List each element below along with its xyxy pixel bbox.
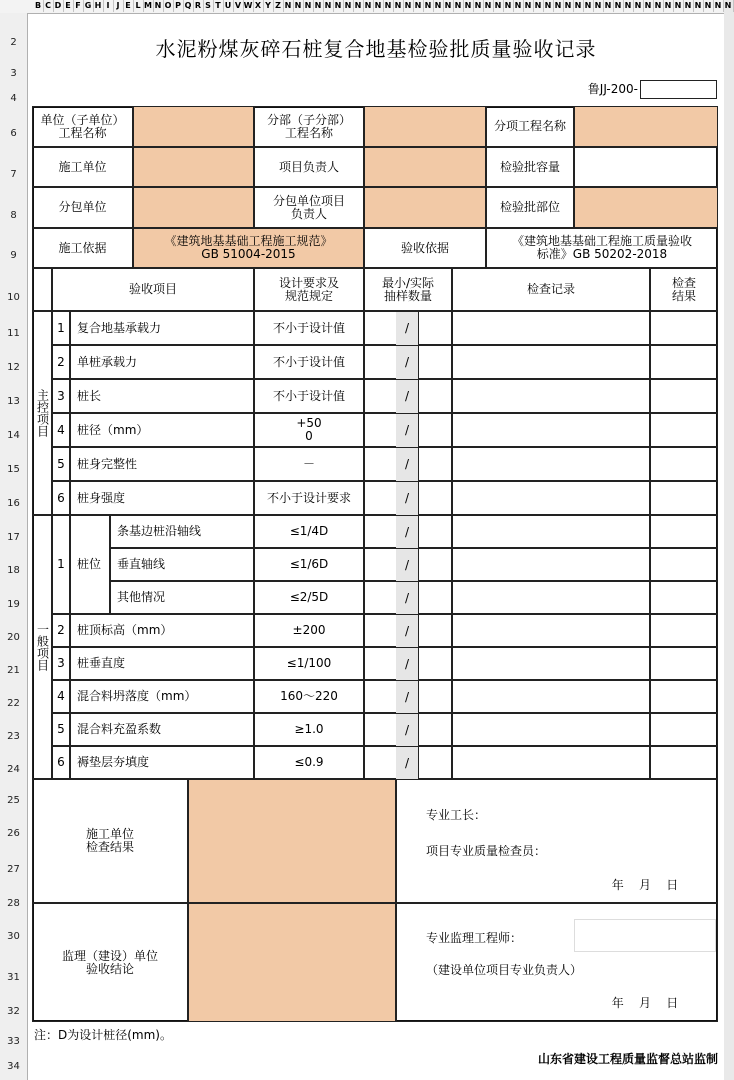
column-header-cell[interactable]: N: [463, 0, 474, 12]
item-requirement: +50 0: [254, 413, 364, 447]
row-header-cell[interactable]: 23: [7, 731, 20, 742]
column-header-cell[interactable]: N: [393, 0, 404, 12]
construction-check-label: 施工单位 检查结果: [32, 779, 188, 903]
constructor-input[interactable]: [133, 147, 254, 187]
construction-check-input[interactable]: [188, 779, 396, 903]
row-header-cell[interactable]: 22: [7, 698, 20, 709]
result-cell[interactable]: [650, 548, 718, 581]
sample-slash: /: [396, 413, 418, 447]
main-group-label: [32, 311, 52, 515]
item-name: 桩径（mm）: [70, 413, 254, 447]
item-name: 混合料充盈系数: [70, 713, 254, 746]
record-cell[interactable]: [452, 379, 650, 413]
column-header-cell[interactable]: O: [163, 0, 174, 12]
column-header-cell[interactable]: N: [293, 0, 304, 12]
row-header-cell[interactable]: 20: [7, 632, 20, 643]
item-requirement: ≤1/100: [254, 647, 364, 680]
record-cell[interactable]: [452, 614, 650, 647]
doc-code: 鲁JJ-200-: [587, 81, 638, 96]
column-header-cell[interactable]: N: [443, 0, 454, 12]
sample-actual-cell[interactable]: [418, 447, 452, 481]
sample-slash: /: [396, 345, 418, 379]
unit-name-label: 单位（子单位） 工程名称: [32, 106, 133, 147]
record-cell[interactable]: [452, 447, 650, 481]
result-cell[interactable]: [650, 379, 718, 413]
column-header-cell[interactable]: I: [103, 0, 114, 12]
column-header-cell[interactable]: N: [653, 0, 664, 12]
item-requirement: 不小于设计值: [254, 379, 364, 413]
row-header-cell[interactable]: 19: [7, 599, 20, 610]
col-sample: 最小/实际 抽样数量: [364, 268, 452, 311]
row-header-cell[interactable]: 30: [7, 931, 20, 942]
row-header-cell[interactable]: 11: [7, 328, 20, 339]
row-header-cell[interactable]: 17: [7, 532, 20, 543]
row-header-cell[interactable]: 26: [7, 828, 20, 839]
subitem-input[interactable]: [574, 106, 718, 147]
item-name: 褥垫层夯填度: [70, 746, 254, 779]
column-header-cell[interactable]: N: [563, 0, 574, 12]
row-header-cell[interactable]: 16: [7, 498, 20, 509]
sub-item-name: 条基边桩沿轴线: [110, 515, 254, 548]
column-header-cell[interactable]: N: [523, 0, 534, 12]
column-header-cell[interactable]: S: [203, 0, 214, 12]
item-name: 桩位: [70, 515, 110, 614]
item-requirement: 不小于设计值: [254, 345, 364, 379]
construction-date: 年 月 日: [611, 877, 679, 892]
record-cell[interactable]: [452, 515, 650, 548]
col-result: 检查 结果: [650, 268, 718, 311]
column-header-cell[interactable]: L: [133, 0, 144, 12]
foreman-label: 专业工长：: [426, 807, 487, 822]
record-cell[interactable]: [452, 581, 650, 614]
record-cell[interactable]: [452, 746, 650, 779]
column-header-cell[interactable]: N: [693, 0, 704, 12]
location-input[interactable]: [574, 187, 718, 228]
column-header-cell[interactable]: N: [573, 0, 584, 12]
row-header-cell[interactable]: 10: [7, 292, 20, 303]
column-header-cell[interactable]: N: [543, 0, 554, 12]
column-header-cell[interactable]: N: [373, 0, 384, 12]
row-header-cell[interactable]: 2: [10, 37, 17, 48]
column-header-cell[interactable]: V: [233, 0, 244, 12]
sample-slash: /: [396, 379, 418, 413]
row-header-bar: [0, 13, 28, 1080]
record-cell[interactable]: [452, 647, 650, 680]
column-header-cell[interactable]: N: [473, 0, 484, 12]
column-header-cell[interactable]: R: [193, 0, 204, 12]
row-header-cell[interactable]: 24: [7, 764, 20, 775]
subcontractor-label: 分包单位: [32, 187, 133, 228]
sample-slash: /: [396, 713, 418, 746]
main-group-text: 主控项目: [35, 389, 50, 437]
item-name: 复合地基承载力: [70, 311, 254, 345]
row-header-cell[interactable]: 8: [10, 210, 17, 221]
accept-basis-value: 《建筑地基基础工程施工质量验收 标准》GB 50202-2018: [486, 228, 718, 268]
record-cell[interactable]: [452, 548, 650, 581]
general-group-label: [32, 515, 52, 779]
column-header-cell[interactable]: N: [583, 0, 594, 12]
supervision-date: 年 月 日: [611, 995, 679, 1010]
column-header-cell[interactable]: N: [333, 0, 344, 12]
row-header-cell[interactable]: 15: [7, 464, 20, 475]
sample-actual-cell[interactable]: [418, 746, 452, 779]
row-header-cell[interactable]: 3: [10, 68, 17, 79]
row-header-cell[interactable]: 12: [7, 362, 20, 373]
col-record: 检查记录: [452, 268, 650, 311]
column-header-cell[interactable]: N: [283, 0, 294, 12]
column-header-cell[interactable]: N: [513, 0, 524, 12]
item-no: 5: [52, 713, 70, 746]
row-header-cell[interactable]: 31: [7, 972, 20, 983]
group-header-blank: [32, 268, 52, 311]
column-header-cell[interactable]: N: [303, 0, 314, 12]
result-cell[interactable]: [650, 647, 718, 680]
inspector-label: 项目专业质量检查员：: [426, 843, 547, 858]
column-header-cell[interactable]: P: [173, 0, 184, 12]
sample-actual-cell[interactable]: [418, 647, 452, 680]
doc-code-input[interactable]: [640, 80, 717, 99]
capacity-label: 检验批容量: [486, 147, 574, 187]
column-header-cell[interactable]: Y: [263, 0, 274, 12]
item-no: 1: [52, 311, 70, 345]
column-header-cell[interactable]: N: [353, 0, 364, 12]
result-cell[interactable]: [650, 746, 718, 779]
subitem-label: 分项工程名称: [486, 106, 574, 147]
result-cell[interactable]: [650, 311, 718, 345]
column-header-cell[interactable]: J: [113, 0, 124, 12]
column-header-cell[interactable]: Q: [183, 0, 194, 12]
item-requirement: ≤1/6D: [254, 548, 364, 581]
item-no: 6: [52, 481, 70, 515]
item-name: 桩顶标高（mm）: [70, 614, 254, 647]
column-header-cell[interactable]: H: [93, 0, 104, 12]
item-name: 桩垂直度: [70, 647, 254, 680]
column-header-cell[interactable]: N: [493, 0, 504, 12]
item-name: 桩长: [70, 379, 254, 413]
item-name: 混合料坍落度（mm）: [70, 680, 254, 713]
row-header-cell[interactable]: 27: [7, 864, 20, 875]
item-no: 2: [52, 614, 70, 647]
column-header-cell[interactable]: N: [483, 0, 494, 12]
column-header-cell[interactable]: N: [703, 0, 714, 12]
item-requirement: 不小于设计值: [254, 311, 364, 345]
item-requirement: －: [254, 447, 364, 481]
result-cell[interactable]: [650, 713, 718, 746]
item-requirement: ≤1/4D: [254, 515, 364, 548]
item-no: 3: [52, 379, 70, 413]
sample-slash: /: [396, 515, 418, 548]
column-header-cell[interactable]: X: [253, 0, 264, 12]
record-cell[interactable]: [452, 680, 650, 713]
sample-slash: /: [396, 447, 418, 481]
engineer-sign-input[interactable]: [574, 919, 716, 952]
column-header-cell[interactable]: M: [143, 0, 154, 12]
column-header-cell[interactable]: N: [453, 0, 464, 12]
col-item: 验收项目: [52, 268, 254, 311]
row-header-cell[interactable]: 7: [10, 169, 17, 180]
item-no: 5: [52, 447, 70, 481]
record-cell[interactable]: [452, 311, 650, 345]
column-header-cell[interactable]: N: [623, 0, 634, 12]
column-header-cell[interactable]: N: [153, 0, 164, 12]
column-header-cell[interactable]: T: [213, 0, 224, 12]
item-name: 桩身完整性: [70, 447, 254, 481]
supervision-label: 监理（建设）单位 验收结论: [32, 903, 188, 1022]
column-header-cell[interactable]: N: [403, 0, 414, 12]
sample-actual-cell[interactable]: [418, 614, 452, 647]
column-header-cell[interactable]: N: [323, 0, 334, 12]
record-cell[interactable]: [452, 481, 650, 515]
basis-label: 施工依据: [32, 228, 133, 268]
column-header-cell[interactable]: N: [533, 0, 544, 12]
item-requirement: 不小于设计要求: [254, 481, 364, 515]
item-requirement: ≥1.0: [254, 713, 364, 746]
sample-slash: /: [396, 680, 418, 713]
column-header-cell[interactable]: N: [503, 0, 514, 12]
accept-basis-label: 验收依据: [364, 228, 486, 268]
pm-label: 项目负责人: [254, 147, 364, 187]
sample-slash: /: [396, 481, 418, 515]
note: 注：D为设计桩径(mm)。: [34, 1027, 172, 1042]
item-no: 1: [52, 515, 70, 614]
record-cell[interactable]: [452, 345, 650, 379]
sub-pm-input[interactable]: [364, 187, 486, 228]
item-requirement: ≤0.9: [254, 746, 364, 779]
sub-item-name: 垂直轴线: [110, 548, 254, 581]
column-header-cell[interactable]: N: [383, 0, 394, 12]
sample-actual-cell[interactable]: [418, 581, 452, 614]
column-header-cell[interactable]: N: [683, 0, 694, 12]
column-header-cell[interactable]: N: [613, 0, 624, 12]
sample-actual-cell[interactable]: [418, 413, 452, 447]
footer-supervisor: 山东省建设工程质量监督总站监制: [537, 1051, 718, 1066]
sample-slash: /: [396, 746, 418, 779]
sample-actual-cell[interactable]: [418, 345, 452, 379]
column-header-cell[interactable]: E: [63, 0, 74, 12]
sheet: [28, 14, 724, 1080]
item-no: 4: [52, 680, 70, 713]
pm-input[interactable]: [364, 147, 486, 187]
column-header-cell[interactable]: U: [223, 0, 234, 12]
column-header-cell[interactable]: N: [593, 0, 604, 12]
column-header-cell[interactable]: N: [673, 0, 684, 12]
row-header-cell[interactable]: 9: [10, 250, 17, 261]
result-cell[interactable]: [650, 614, 718, 647]
result-cell[interactable]: [650, 581, 718, 614]
row-header-cell[interactable]: 13: [7, 396, 20, 407]
subcontractor-input[interactable]: [133, 187, 254, 228]
row-header-cell[interactable]: 33: [7, 1036, 20, 1047]
sub-pm-label: 分包单位项目 负责人: [254, 187, 364, 228]
column-header-cell[interactable]: N: [553, 0, 564, 12]
column-header-cell[interactable]: W: [243, 1, 253, 10]
sample-actual-cell[interactable]: [418, 379, 452, 413]
column-header-cell[interactable]: E: [123, 0, 134, 12]
division-name-label: 分部（子分部） 工程名称: [254, 106, 364, 147]
column-header-bar: [0, 0, 732, 14]
column-header-cell[interactable]: F: [73, 0, 84, 12]
record-cell[interactable]: [452, 413, 650, 447]
basis-value: 《建筑地基基础工程施工规范》 GB 51004-2015: [133, 228, 364, 268]
result-cell[interactable]: [650, 447, 718, 481]
column-header-cell[interactable]: G: [83, 0, 94, 12]
sample-actual-cell[interactable]: [418, 713, 452, 746]
column-header-cell[interactable]: N: [713, 0, 724, 12]
sub-item-name: 其他情况: [110, 581, 254, 614]
sample-actual-cell[interactable]: [418, 311, 452, 345]
column-header-cell[interactable]: N: [413, 0, 424, 12]
row-header-cell[interactable]: 4: [10, 93, 17, 104]
owner-rep-label: （建设单位项目专业负责人）: [426, 962, 583, 977]
row-header-cell[interactable]: 14: [7, 430, 20, 441]
item-name: 单桩承载力: [70, 345, 254, 379]
capacity-input[interactable]: [574, 147, 718, 187]
item-no: 2: [52, 345, 70, 379]
division-name-input[interactable]: [364, 106, 486, 147]
constructor-label: 施工单位: [32, 147, 133, 187]
column-header-cell[interactable]: N: [643, 0, 654, 12]
column-header-cell[interactable]: N: [603, 0, 614, 12]
item-requirement: ±200: [254, 614, 364, 647]
column-header-cell[interactable]: B: [33, 0, 44, 12]
row-header-cell[interactable]: 28: [7, 898, 20, 909]
item-requirement: ≤2/5D: [254, 581, 364, 614]
column-header-cell[interactable]: N: [433, 0, 444, 12]
column-header-cell[interactable]: N: [633, 0, 644, 12]
sample-slash: /: [396, 548, 418, 581]
column-header-cell[interactable]: D: [53, 0, 64, 12]
row-header-cell[interactable]: 18: [7, 565, 20, 576]
sample-actual-cell[interactable]: [418, 481, 452, 515]
column-header-cell[interactable]: Z: [273, 0, 284, 12]
supervision-input[interactable]: [188, 903, 396, 1022]
column-header-cell[interactable]: C: [43, 0, 54, 12]
row-header-cell[interactable]: 32: [7, 1006, 20, 1017]
result-cell[interactable]: [650, 413, 718, 447]
row-header-cell[interactable]: 34: [7, 1061, 20, 1072]
result-cell[interactable]: [650, 680, 718, 713]
column-header-cell[interactable]: N: [723, 0, 734, 12]
general-group-text: 一般项目: [35, 623, 50, 671]
sample-slash: /: [396, 647, 418, 680]
sample-actual-cell[interactable]: [418, 548, 452, 581]
column-header-cell[interactable]: N: [423, 0, 434, 12]
row-header-cell[interactable]: 6: [10, 128, 17, 139]
record-cell[interactable]: [452, 713, 650, 746]
item-requirement: 160～220: [254, 680, 364, 713]
location-label: 检验批部位: [486, 187, 574, 228]
item-name: 桩身强度: [70, 481, 254, 515]
column-header-cell[interactable]: N: [663, 0, 674, 12]
col-design: 设计要求及 规范规定: [254, 268, 364, 311]
row-header-cell[interactable]: 25: [7, 795, 20, 806]
item-no: 3: [52, 647, 70, 680]
column-header-cell[interactable]: N: [343, 0, 354, 12]
result-cell[interactable]: [650, 345, 718, 379]
sample-slash: /: [396, 614, 418, 647]
row-header-cell[interactable]: 21: [7, 665, 20, 676]
item-no: 4: [52, 413, 70, 447]
item-no: 6: [52, 746, 70, 779]
sample-actual-cell[interactable]: [418, 515, 452, 548]
result-cell[interactable]: [650, 515, 718, 548]
result-cell[interactable]: [650, 481, 718, 515]
column-header-cell[interactable]: N: [363, 0, 374, 12]
engineer-label: 专业监理工程师：: [426, 930, 523, 945]
sample-actual-cell[interactable]: [418, 680, 452, 713]
column-header-cell[interactable]: N: [313, 0, 324, 12]
page-title: 水泥粉煤灰碎石桩复合地基检验批质量验收记录: [155, 36, 597, 61]
sample-slash: /: [396, 311, 418, 345]
unit-name-input[interactable]: [133, 106, 254, 147]
sample-slash: /: [396, 581, 418, 614]
